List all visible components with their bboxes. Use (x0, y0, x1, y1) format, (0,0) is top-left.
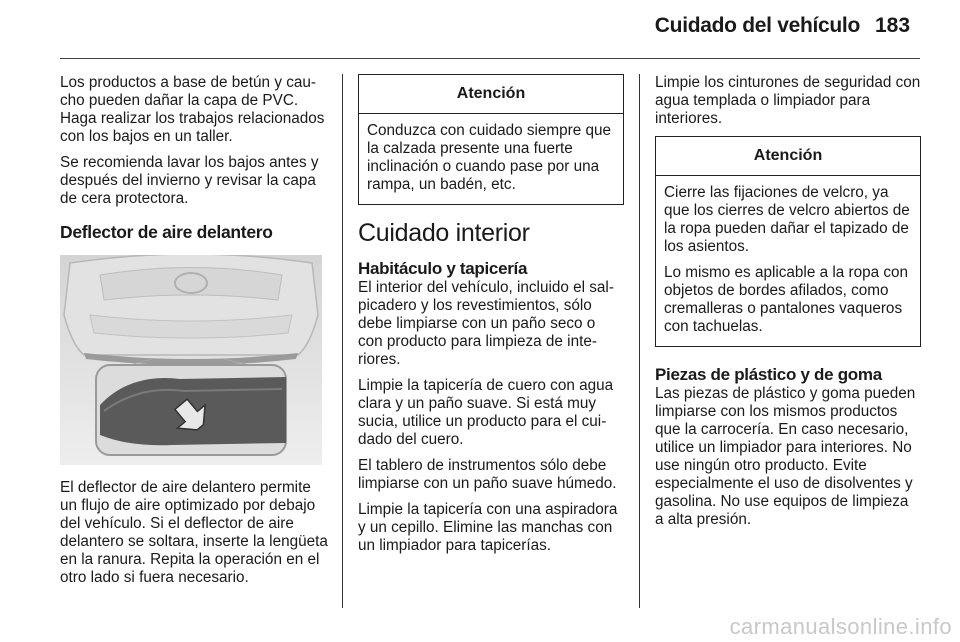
paragraph-interior-cleaning: El interior del vehículo, incluido el salpicadero y los revestimientos, sólo debe limpiarse con un paño seco o con producto para limpieza de interiores. (358, 279, 614, 368)
notice-text: Conduzca con cuidado siempre que la calzada presente una fuerte inclinación o cuando pase por una rampa, un badén, etc. (367, 122, 612, 193)
notice-text-velcro: Cierre las fijaciones de velcro, ya que los cierres de velcro abiertos de la ropa pueden dañar el tapizado de los asientos. (664, 184, 910, 255)
paragraph-bitumen: Los productos a base de betún y caucho pueden dañar la capa de PVC. Haga realizar los trabajos relacionados con los bajos en un taller. (60, 74, 325, 145)
paragraph-vacuum: Limpie la tapicería con una aspiradora y un cepillo. Elimine las manchas con un limpiador para tapicerías. (358, 501, 618, 554)
header-rule (60, 58, 920, 59)
car-front-bumper-drawing (60, 255, 322, 465)
notice-box-velcro (655, 136, 921, 347)
column-2 (358, 74, 624, 563)
subheading-upholstery: Habitáculo y tapicería (358, 259, 528, 278)
watermark: carmanualsonline.info (729, 614, 952, 639)
page-number: 183 (875, 14, 911, 37)
notice-title: Atención (656, 137, 920, 176)
paragraph-deflector-info: El deflector de aire delantero permite un flujo de aire optimizado por debajo del vehículo. Si el deflector de aire delantero se soltara, inserte la lengüeta en la ranura. Repita la operación en el otro lado si fuera necesario. (60, 479, 328, 586)
heading-interior-care: Cuidado interior (358, 219, 530, 247)
subheading-plastic-rubber: Piezas de plástico y de goma (655, 365, 882, 384)
column-divider-2 (639, 74, 640, 608)
notice-title: Atención (359, 75, 623, 114)
paragraph-leather: Limpie la tapicería de cuero con agua clara y un paño suave. Si está muy sucia, utilice un producto para el cuidado del cuero. (358, 377, 614, 448)
running-header-title: Cuidado del vehículo (654, 14, 860, 37)
paragraph-dashboard: El tablero de instrumentos sólo debe limpiarse con un paño suave húmedo. (358, 457, 617, 492)
column-1 (60, 74, 328, 595)
notice-text-sharp-objects: Lo mismo es aplicable a la ropa con objetos de bordes afilados, como cremalleras o pantalones vaqueros con tachuelas. (664, 264, 909, 335)
heading-front-air-deflector: Deflector de aire delantero (60, 222, 273, 242)
column-divider-1 (342, 74, 343, 608)
paragraph-seat-belts: Limpie los cinturones de seguridad con agua templada o limpiador para interiores. (655, 74, 921, 127)
front-air-deflector-illustration (60, 255, 322, 465)
notice-box-driving (358, 74, 624, 205)
paragraph-underbody-wash: Se recomienda lavar los bajos antes y después del invierno y revisar la capa de cera protectora. (60, 154, 319, 207)
paragraph-plastic-rubber: Las piezas de plástico y goma pueden limpiarse con los mismos productos que la carrocería. En caso necesario, utilice un limpiador para interiores. No use ningún otro producto. Evite especialmente el uso de disolventes y gasolina. No use equipos de limpieza a alta presión. (655, 385, 916, 528)
column-3 (655, 74, 921, 537)
